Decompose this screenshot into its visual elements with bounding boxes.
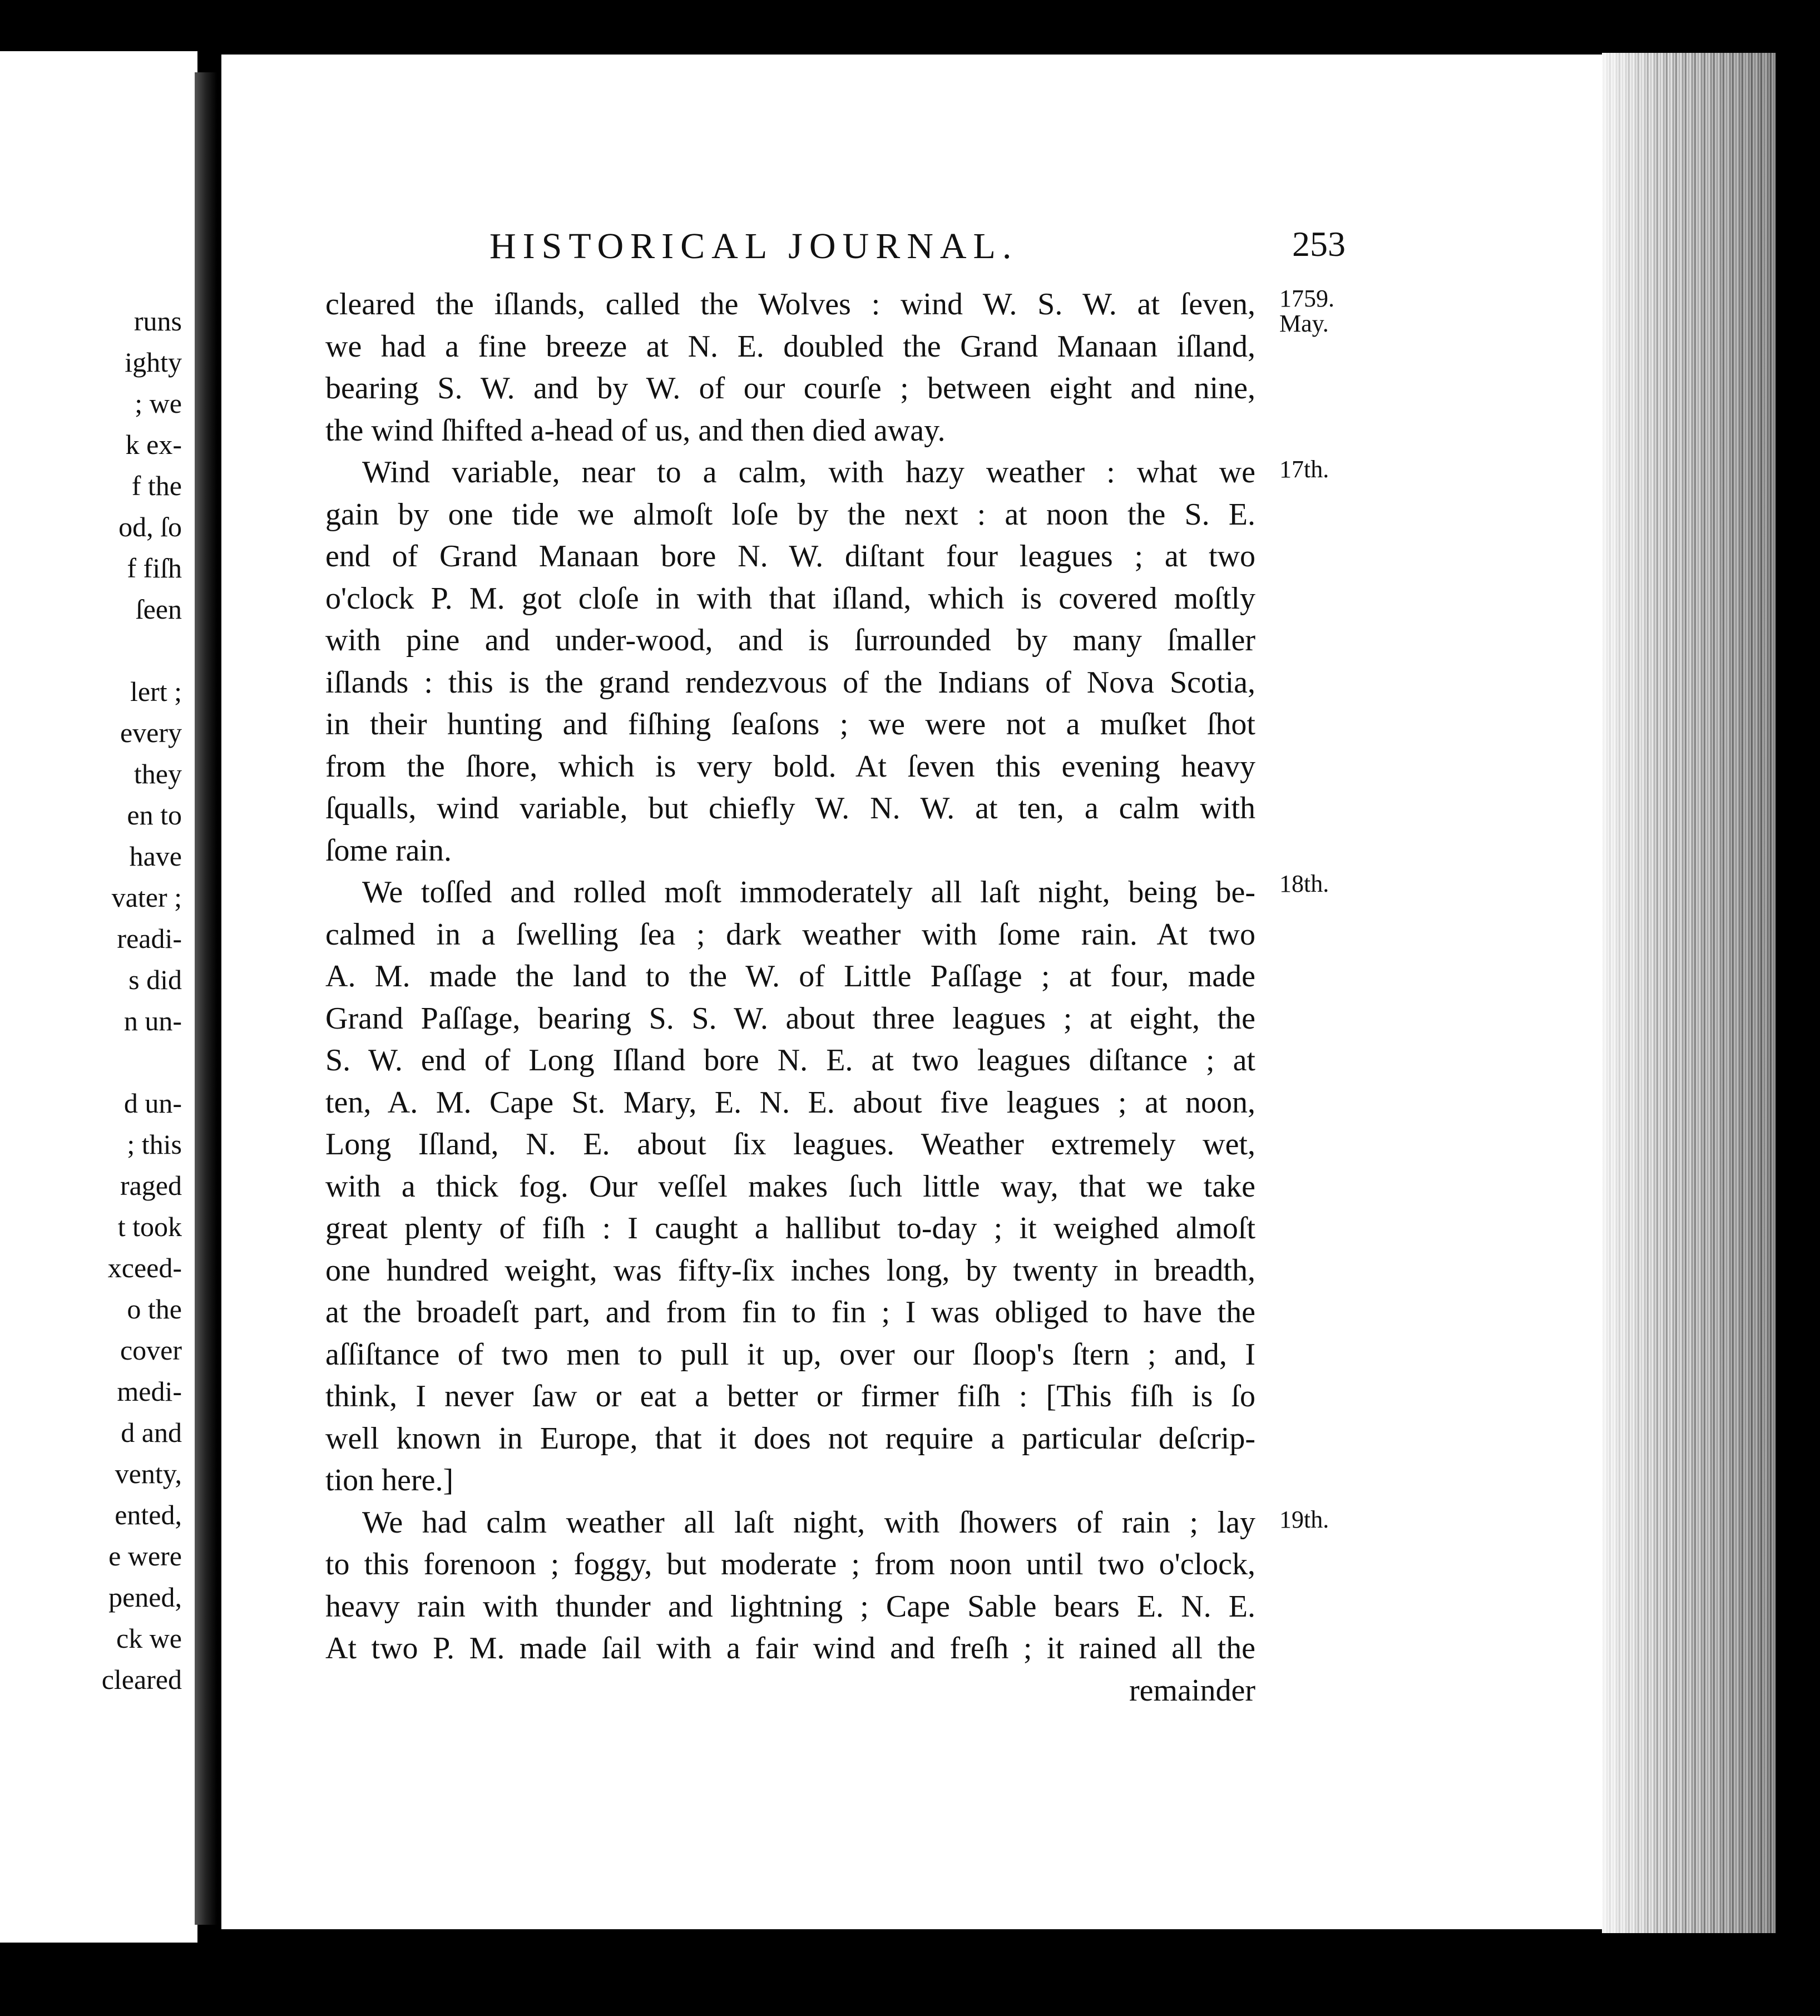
- left-page-line: xceed-: [107, 1252, 182, 1283]
- margin-note-date: 18th.: [1279, 870, 1329, 897]
- page-number: 253: [1292, 224, 1346, 264]
- margin-note-date: 19th.: [1279, 1506, 1329, 1533]
- text-line: at the broadeſt part, and from fin to fin ; I was obliged to have the: [325, 1295, 1255, 1330]
- text-line: aſſiſtance of two men to pull it up, over our ſloop's ſtern ; and, I: [325, 1337, 1255, 1372]
- text-line: one hundred weight, was fifty-ſix inches long, by twenty in breadth,: [325, 1253, 1255, 1288]
- text-line: the wind ſhifted a-head of us, and then died away.: [325, 413, 946, 448]
- page-edges: [1602, 53, 1776, 1933]
- left-page-line: ; we: [135, 388, 182, 419]
- left-page-line: e were: [108, 1540, 182, 1572]
- text-line: to this forenoon ; foggy, but moderate ; from noon until two o'clock,: [325, 1547, 1255, 1582]
- left-page-line: o the: [127, 1293, 182, 1325]
- left-page-line: t took: [117, 1211, 182, 1242]
- text-line: S. W. end of Long Iſland bore N. E. at two leagues diſtance ; at: [325, 1043, 1255, 1078]
- text-line: We toſſed and rolled moſt immoderately all laſt night, being be-: [362, 875, 1255, 910]
- left-page-line: pened,: [108, 1582, 182, 1613]
- text-line: iſlands : this is the grand rendezvous of the Indians of Nova Scotia,: [325, 665, 1255, 700]
- text-line: tion here.]: [325, 1463, 454, 1498]
- left-page-line: vater ;: [111, 882, 182, 913]
- text-line: o'clock P. M. got cloſe in with that iſland, which is covered moſtly: [325, 581, 1255, 616]
- left-page-line: k ex-: [125, 429, 182, 460]
- margin-note-year: 1759.: [1279, 285, 1334, 312]
- text-line: great plenty of fiſh : I caught a hallibut to-day ; it weighed almoſt: [325, 1211, 1255, 1246]
- left-page-line: venty,: [115, 1458, 182, 1489]
- left-page: [0, 51, 197, 1943]
- text-line: well known in Europe, that it does not require a particular deſcrip-: [325, 1421, 1255, 1456]
- left-page-line: od, ſo: [118, 511, 182, 542]
- text-line: cleared the iſlands, called the Wolves : wind W. S. W. at ſeven,: [325, 287, 1255, 322]
- text-line: We had calm weather all laſt night, with ſhowers of rain ; lay: [362, 1505, 1255, 1540]
- text-line: with pine and under-wood, and is ſurrounded by many ſmaller: [325, 623, 1255, 658]
- body-text: [325, 284, 1255, 1712]
- left-page-line: medi-: [117, 1376, 182, 1407]
- running-title: HISTORICAL JOURNAL.: [489, 226, 1018, 266]
- text-line: A. M. made the land to the W. of Little Paſſage ; at four, made: [325, 959, 1255, 994]
- left-page-line: n un-: [123, 1005, 182, 1036]
- left-page-line: ; this: [127, 1129, 182, 1160]
- left-page-line: f fiſh: [127, 552, 182, 584]
- text-line: calmed in a ſwelling ſea ; dark weather with ſome rain. At two: [325, 917, 1255, 952]
- left-page-line: f the: [131, 470, 182, 501]
- text-line: bearing S. W. and by W. of our courſe ; between eight and nine,: [325, 371, 1255, 406]
- left-page-line: d and: [121, 1417, 182, 1448]
- left-page-line: ented,: [115, 1499, 182, 1530]
- text-line: Long Iſland, N. E. about ſix leagues. Weather extremely wet,: [325, 1127, 1255, 1162]
- left-page-line: cover: [120, 1335, 182, 1366]
- text-line: end of Grand Manaan bore N. W. diſtant four leagues ; at two: [325, 539, 1255, 574]
- left-page-line: ſeen: [135, 594, 182, 625]
- text-line: At two P. M. made ſail with a fair wind and freſh ; it rained all the: [325, 1631, 1255, 1666]
- text-line: ſqualls, wind variable, but chiefly W. N. W. at ten, a calm with: [325, 791, 1255, 826]
- left-page-line: ighty: [125, 347, 182, 378]
- left-page-line: readi-: [117, 923, 182, 954]
- left-page-line: en to: [127, 799, 182, 831]
- text-line: heavy rain with thunder and lightning ; Cape Sable bears E. N. E.: [325, 1589, 1255, 1624]
- left-page-line: s did: [128, 964, 182, 995]
- left-page-line: every: [120, 717, 182, 748]
- text-line: ten, A. M. Cape St. Mary, E. N. E. about five leagues ; at noon,: [325, 1085, 1255, 1120]
- catchword: remainder: [1129, 1673, 1255, 1708]
- text-line: with a thick fog. Our veſſel makes ſuch little way, that we take: [325, 1169, 1255, 1204]
- text-line: in their hunting and fiſhing ſeaſons ; we were not a muſket ſhot: [325, 707, 1255, 742]
- left-page-line: they: [133, 758, 182, 789]
- margin-note-month: May.: [1279, 310, 1329, 337]
- text-line: we had a fine breeze at N. E. doubled the Grand Manaan iſland,: [325, 329, 1255, 364]
- text-line: gain by one tide we almoſt loſe by the next : at noon the S. E.: [325, 497, 1255, 532]
- text-line: think, I never ſaw or eat a better or firmer fiſh : [This fiſh is ſo: [325, 1379, 1255, 1414]
- left-page-line: have: [129, 841, 182, 872]
- left-page-line: lert ;: [130, 676, 182, 707]
- left-page-line: d un-: [123, 1088, 182, 1119]
- book-gutter: [195, 72, 217, 1925]
- left-page-line: runs: [133, 305, 182, 337]
- text-line: ſome rain.: [325, 833, 452, 868]
- text-line: from the ſhore, which is very bold. At ſeven this evening heavy: [325, 749, 1255, 784]
- left-page-line: ck we: [116, 1623, 182, 1654]
- left-page-line: cleared: [101, 1664, 182, 1695]
- text-line: Grand Paſſage, bearing S. S. W. about three leagues ; at eight, the: [325, 1001, 1255, 1036]
- left-page-line: raged: [120, 1170, 182, 1201]
- text-line: Wind variable, near to a calm, with hazy weather : what we: [362, 455, 1255, 490]
- margin-note-date: 17th.: [1279, 456, 1329, 483]
